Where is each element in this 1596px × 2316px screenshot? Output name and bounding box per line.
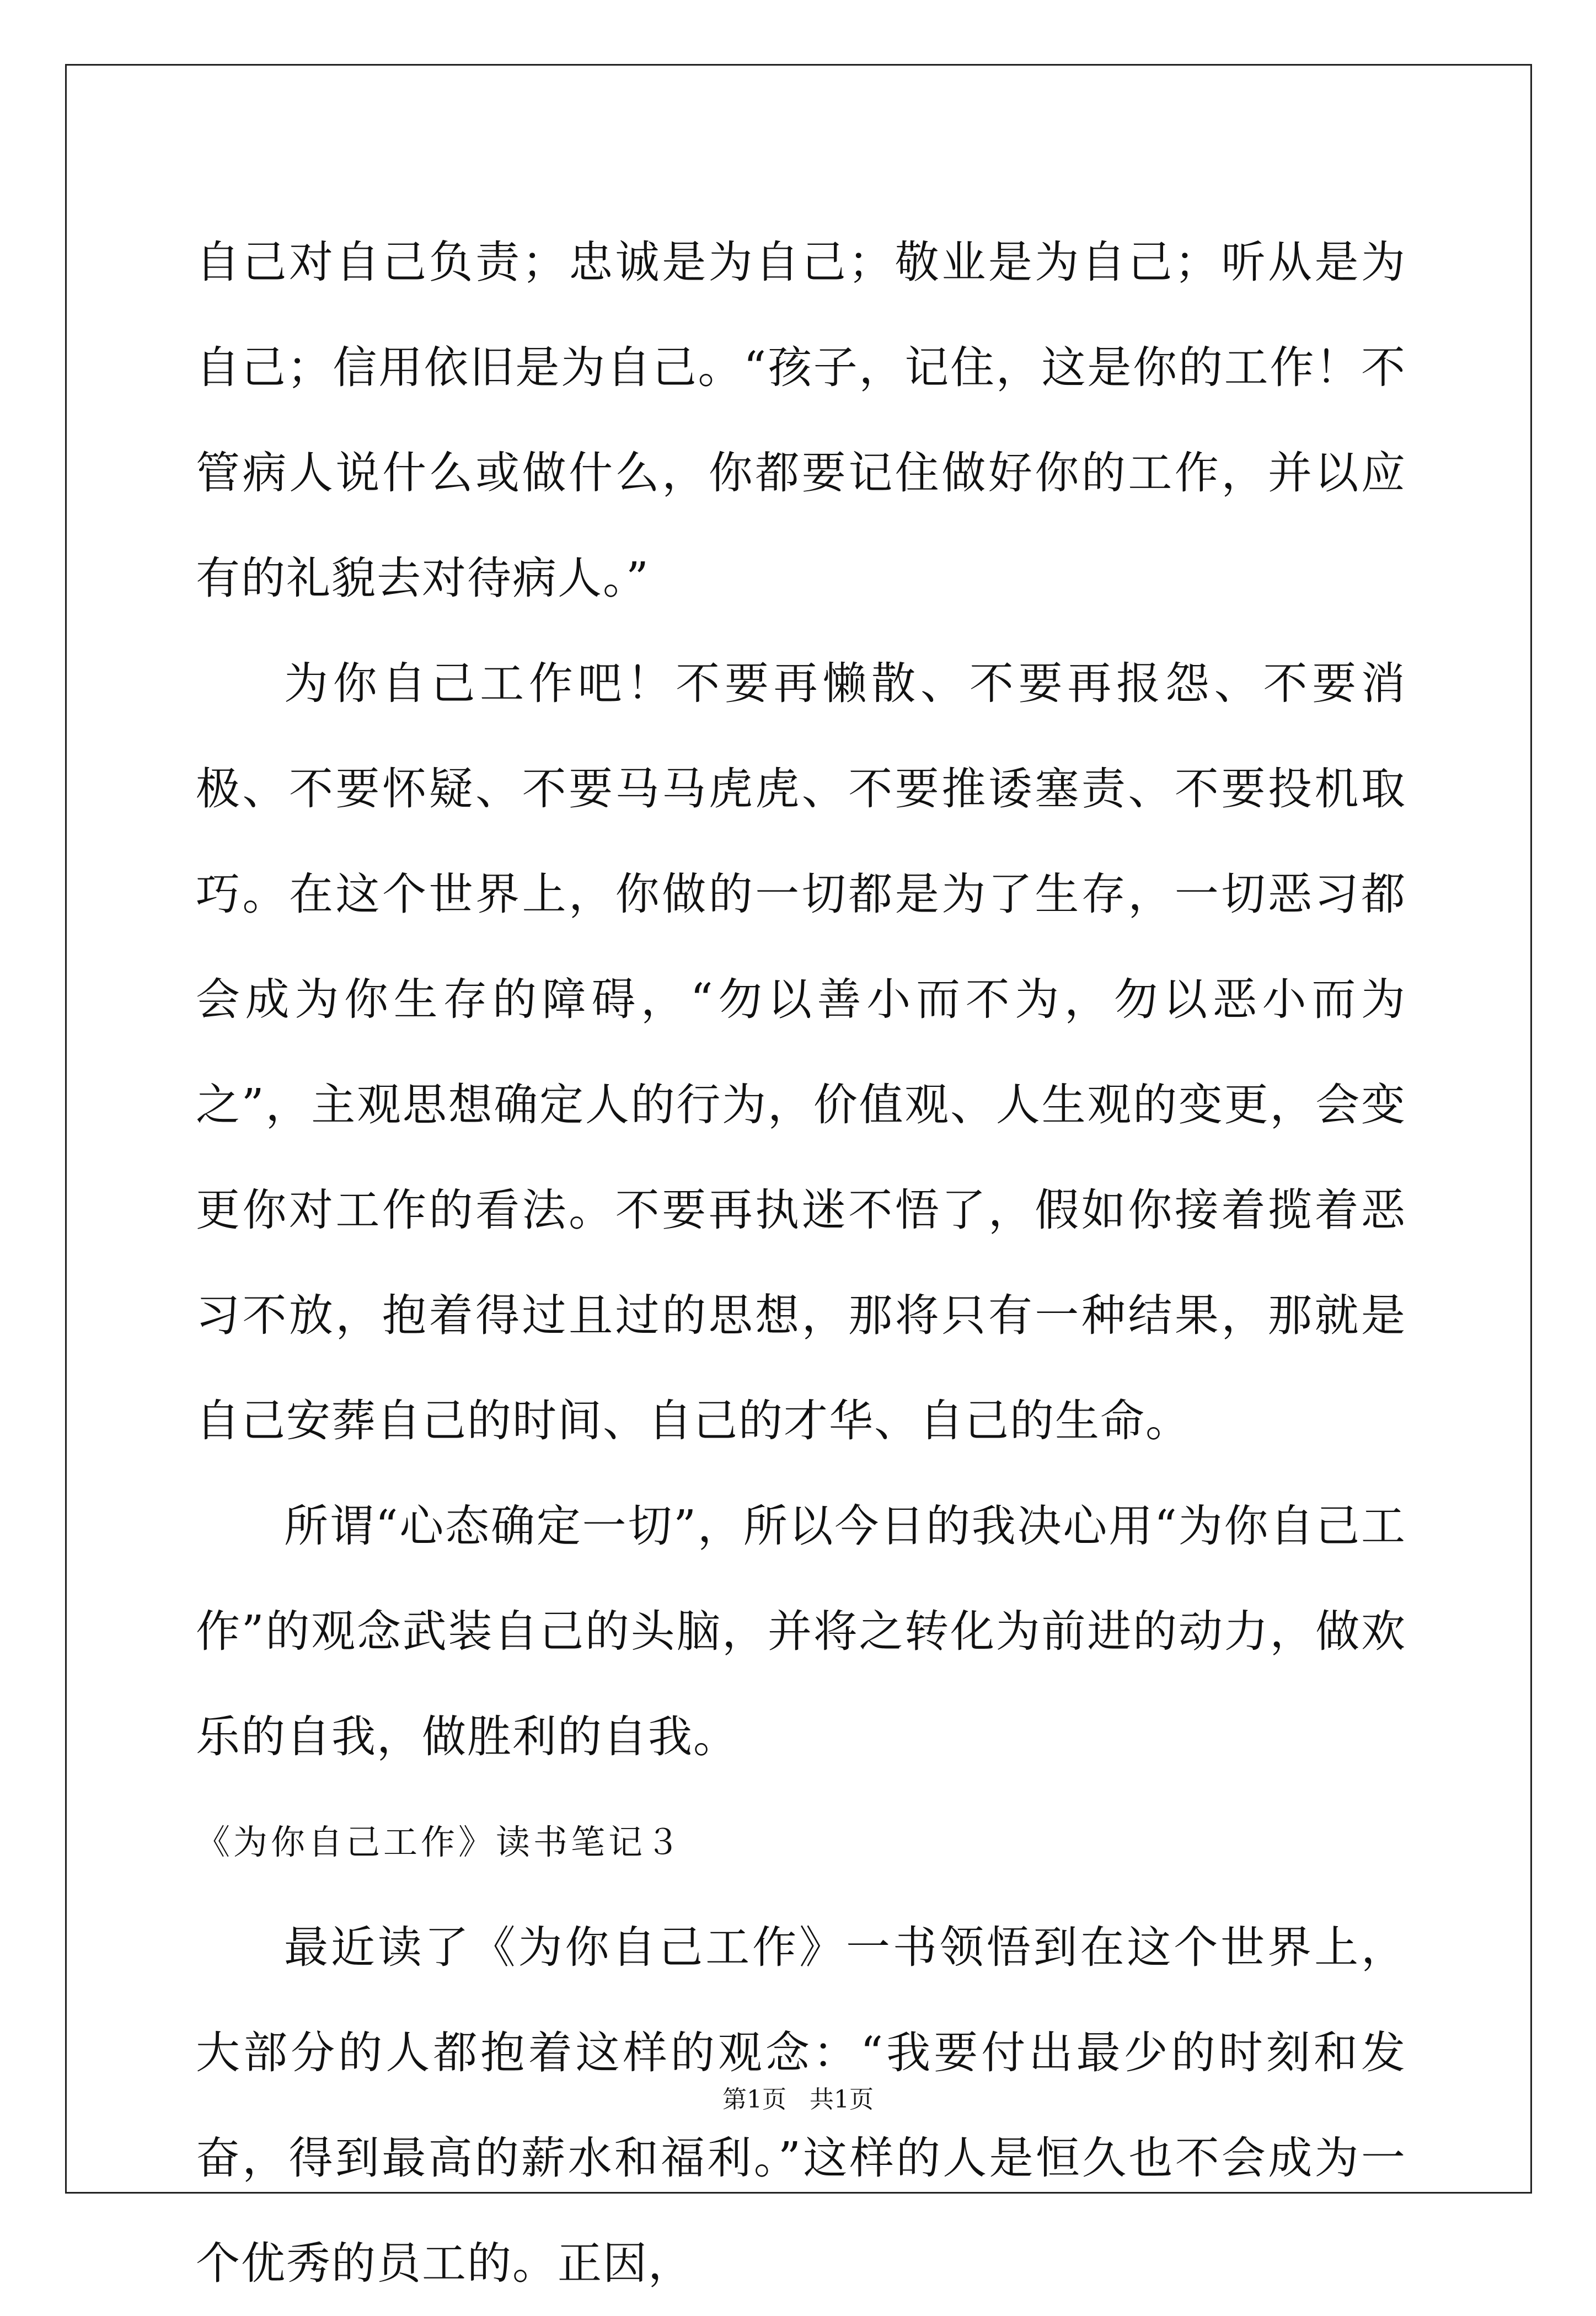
section-heading: 《为你自己工作》读书笔记３ (196, 1822, 684, 1862)
section-paragraph-1: 最近读了《为你自己工作》一书领悟到在这个世界上，大部分的人都抱着这样的观念：“我要付出最少的时刻和发奋，得到最高的薪水和福利。”这样的人是恒久也不会成为一个优秀的员工的。正因， (196, 1922, 1406, 2289)
paragraph-1: 自己对自己负责；忠诚是为自己；敬业是为自己；听从是为自己；信用依旧是为自己。“孩子，记住，这是你的工作！不管病人说什么或做什么，你都要记住做好你的工作，并以应有的礼貌去对待病人。” (196, 237, 1406, 604)
document-body (196, 210, 1406, 2316)
paragraph-3: 所谓“心态确定一切”，所以今日的我决心用“为你自己工作”的观念武装自己的头脑，并将之转化为前进的动力，做欢乐的自我，做胜利的自我。 (196, 1500, 1406, 1762)
page-footer: 第1页 共1页 (722, 2086, 874, 2114)
paragraph-2: 为你自己工作吧！不要再懒散、不要再报怨、不要消极、不要怀疑、不要马马虎虎、不要推诿塞责、不要投机取巧。在这个世界上，你做的一切都是为了生存，一切恶习都会成为你生存的障碍，“勿以善小而不为，勿以恶小而为之”，主观思想确定人的行为，价值观、人生观的变更，会变更你对工作的看法。不要再执迷不悟了，假如你接着揽着恶习不放，抱着得过且过的思想，那将只有一种结果，那就是自己安葬自己的时间、自己的才华、自己的生命。 (196, 658, 1406, 1446)
